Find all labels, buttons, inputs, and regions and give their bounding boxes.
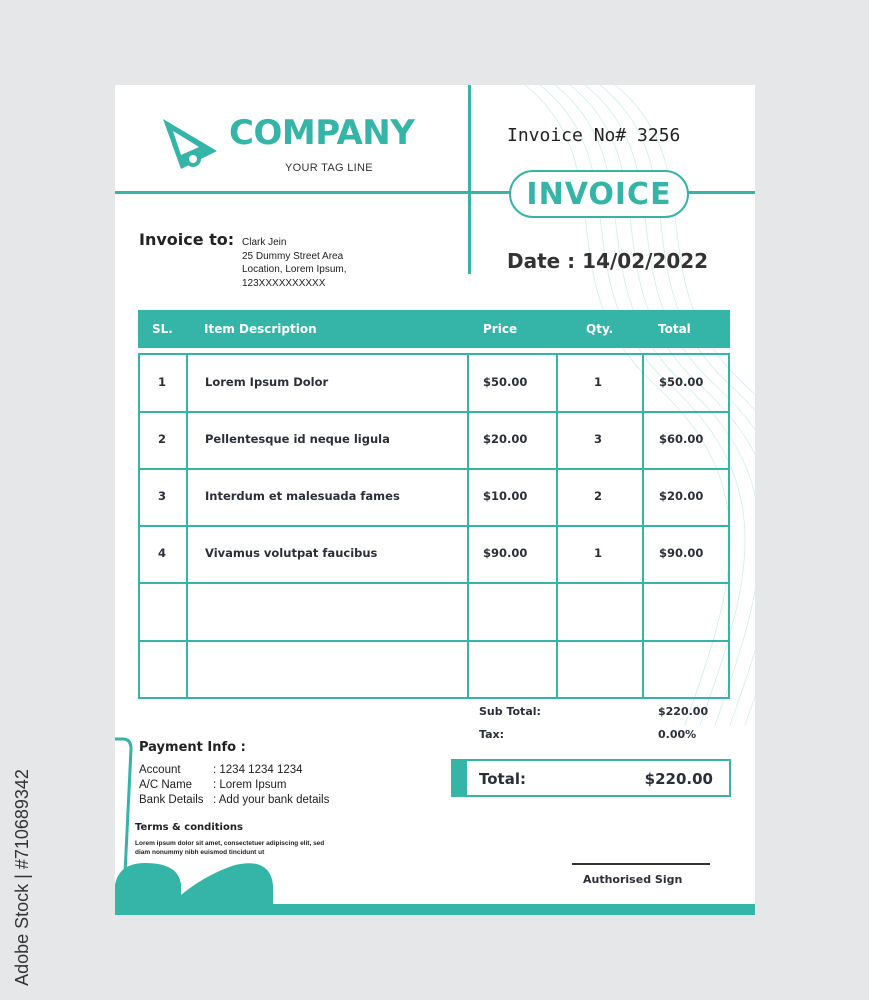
row-qty: 3 [594, 432, 603, 446]
row-total: $90.00 [659, 546, 704, 560]
client-phone: 123XXXXXXXXXX [242, 277, 326, 289]
subtotal-value: $220.00 [658, 705, 709, 718]
invoice-page [115, 85, 755, 915]
invoice-title: INVOICE [509, 170, 689, 218]
total-box [451, 759, 731, 797]
row-price: $90.00 [483, 546, 528, 560]
tax-label: Tax: [479, 728, 505, 741]
row-divider [140, 411, 728, 413]
subtotal-label: Sub Total: [479, 705, 541, 718]
row-total: $20.00 [659, 489, 704, 503]
total-label: Total: [479, 770, 526, 788]
payment-bank-value: : Add your bank details [213, 794, 330, 806]
invoice-to-label: Invoice to: [139, 230, 235, 249]
row-price: $20.00 [483, 432, 528, 446]
client-location: Location, Lorem Ipsum, [242, 264, 347, 275]
invoice-number: Invoice No# 3256 [507, 125, 681, 146]
stock-id: Adobe Stock | #710689342 [11, 769, 32, 986]
row-qty: 1 [594, 375, 603, 389]
row-sl: 2 [158, 432, 167, 446]
row-total: $50.00 [659, 375, 704, 389]
row-sl: 4 [158, 546, 167, 560]
terms-text: Lorem ipsum dolor sit amet, consectetuer adipiscing elit, sed diam nonummy nibh euismod tincidunt ut [135, 840, 325, 856]
header-sl: SL. [152, 322, 173, 336]
company-logo-icon [159, 117, 219, 173]
header-qty: Qty. [586, 322, 614, 336]
bottom-bar [265, 904, 755, 915]
header-divider-vertical [468, 85, 471, 274]
signature-line [572, 863, 710, 865]
row-qty: 2 [594, 489, 603, 503]
payment-acname-label: A/C Name [139, 779, 193, 791]
table-header [138, 310, 730, 348]
row-description: Vivamus volutpat faucibus [205, 546, 378, 560]
client-street: 25 Dummy Street Area [242, 250, 344, 262]
row-divider [140, 640, 728, 642]
row-total: $60.00 [659, 432, 704, 446]
tax-value: 0.00% [658, 728, 697, 741]
payment-acname-value: : Lorem Ipsum [213, 779, 287, 791]
row-price: $10.00 [483, 489, 528, 503]
row-qty: 1 [594, 546, 603, 560]
stock-watermark [2, 760, 42, 995]
row-sl: 3 [158, 489, 167, 503]
client-name: Clark Jein [242, 237, 287, 248]
invoice-date: Date : 14/02/2022 [507, 249, 709, 273]
row-price: $50.00 [483, 375, 528, 389]
row-description: Lorem Ipsum Dolor [205, 375, 329, 389]
total-accent-bar [453, 761, 467, 795]
payment-bank-label: Bank Details [139, 794, 204, 806]
total-value: $220.00 [644, 770, 713, 788]
payment-account-value: : 1234 1234 1234 [213, 764, 303, 776]
client-address [242, 236, 347, 290]
signature-label: Authorised Sign [583, 873, 683, 886]
payment-account-label: Account [139, 764, 181, 776]
terms-title: Terms & conditions [135, 822, 243, 833]
payment-info-title: Payment Info : [139, 740, 246, 755]
items-table [138, 353, 730, 699]
row-description: Interdum et malesuada fames [205, 489, 400, 503]
header-description: Item Description [204, 322, 317, 336]
company-name: COMPANY [229, 113, 415, 153]
row-description: Pellentesque id neque ligula [205, 432, 390, 446]
header-price: Price [483, 322, 518, 336]
company-tagline: YOUR TAG LINE [285, 162, 373, 174]
row-divider [140, 582, 728, 584]
header-total: Total [658, 322, 691, 336]
row-divider [140, 525, 728, 527]
row-sl: 1 [158, 375, 167, 389]
row-divider [140, 468, 728, 470]
